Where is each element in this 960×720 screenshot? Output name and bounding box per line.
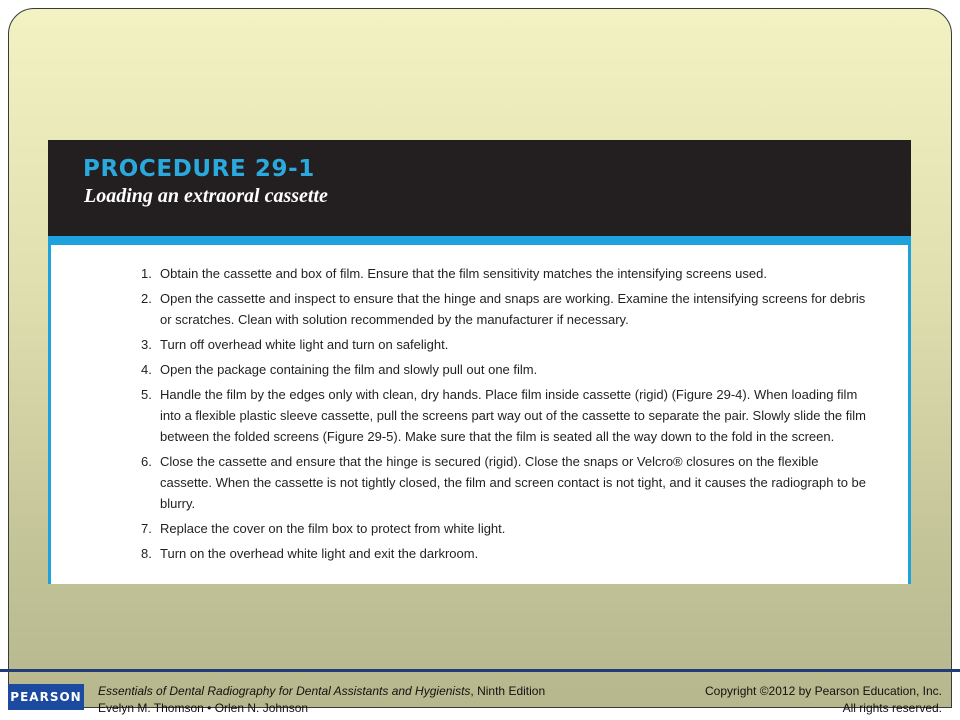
procedure-steps [141,263,871,568]
step-number: 6. [141,454,152,469]
step-text: Replace the cover on the film box to protect from white light. [160,521,506,536]
procedure-step-5 [141,384,871,447]
procedure-step-8 [141,543,871,564]
step-text: Turn off overhead white light and turn on safelight. [160,337,449,352]
step-number: 1. [141,266,152,281]
step-text: Handle the film by the edges only with clean, dry hands. Place film inside cassette (rigid) (Figure 29-4). When loading film into a flexible plastic sleeve cassette, pull the screens part way out of the cassette to separate the pair. Slowly slide the film between the folded screens (Figure 29-5). Make sure that the film is seated all the way down to the fold in the screen. [160,387,866,444]
step-number: 7. [141,521,152,536]
step-number: 5. [141,387,152,402]
procedure-step-7 [141,518,871,539]
procedure-header [48,140,911,236]
procedure-step-1 [141,263,871,284]
step-text: Open the cassette and inspect to ensure that the hinge and snaps are working. Examine the intensifying screens for debris or scratches. Clean with solution recommended by the manufacturer if necessary. [160,291,866,327]
footer-divider [0,669,960,672]
step-number: 4. [141,362,152,377]
procedure-number: PROCEDURE 29-1 [83,156,315,182]
step-text: Close the cassette and ensure that the hinge is secured (rigid). Close the snaps or Velcro® closures on the flexible cassette. When the cassette is not tightly closed, the film and screen contact is not tight, and it causes the radiograph to be blurry. [160,454,867,511]
procedure-step-2 [141,288,871,330]
procedure-step-3 [141,334,871,355]
procedure-title: Loading an extraoral cassette [84,185,328,207]
footer-authors: Evelyn M. Thomson • Orlen N. Johnson [98,701,309,715]
step-number: 3. [141,337,152,352]
step-text: Obtain the cassette and box of film. Ensure that the film sensitivity matches the intensifying screens used. [160,266,767,281]
footer-book-line [98,684,545,698]
procedure-box [48,140,911,584]
step-number: 2. [141,291,152,306]
book-edition: , Ninth Edition [470,684,546,698]
procedure-divider [48,236,911,245]
procedure-body [48,245,911,584]
step-number: 8. [141,546,152,561]
footer-copyright: Copyright ©2012 by Pearson Education, Inc. [705,684,942,698]
step-text: Turn on the overhead white light and exit the darkroom. [160,546,479,561]
step-text: Open the package containing the film and slowly pull out one film. [160,362,538,377]
book-title: Essentials of Dental Radiography for Dental Assistants and Hygienists [98,684,471,698]
procedure-step-4 [141,359,871,380]
procedure-step-6 [141,451,871,514]
pearson-logo: PEARSON [8,684,84,710]
footer-rights: All rights reserved. [842,701,942,715]
